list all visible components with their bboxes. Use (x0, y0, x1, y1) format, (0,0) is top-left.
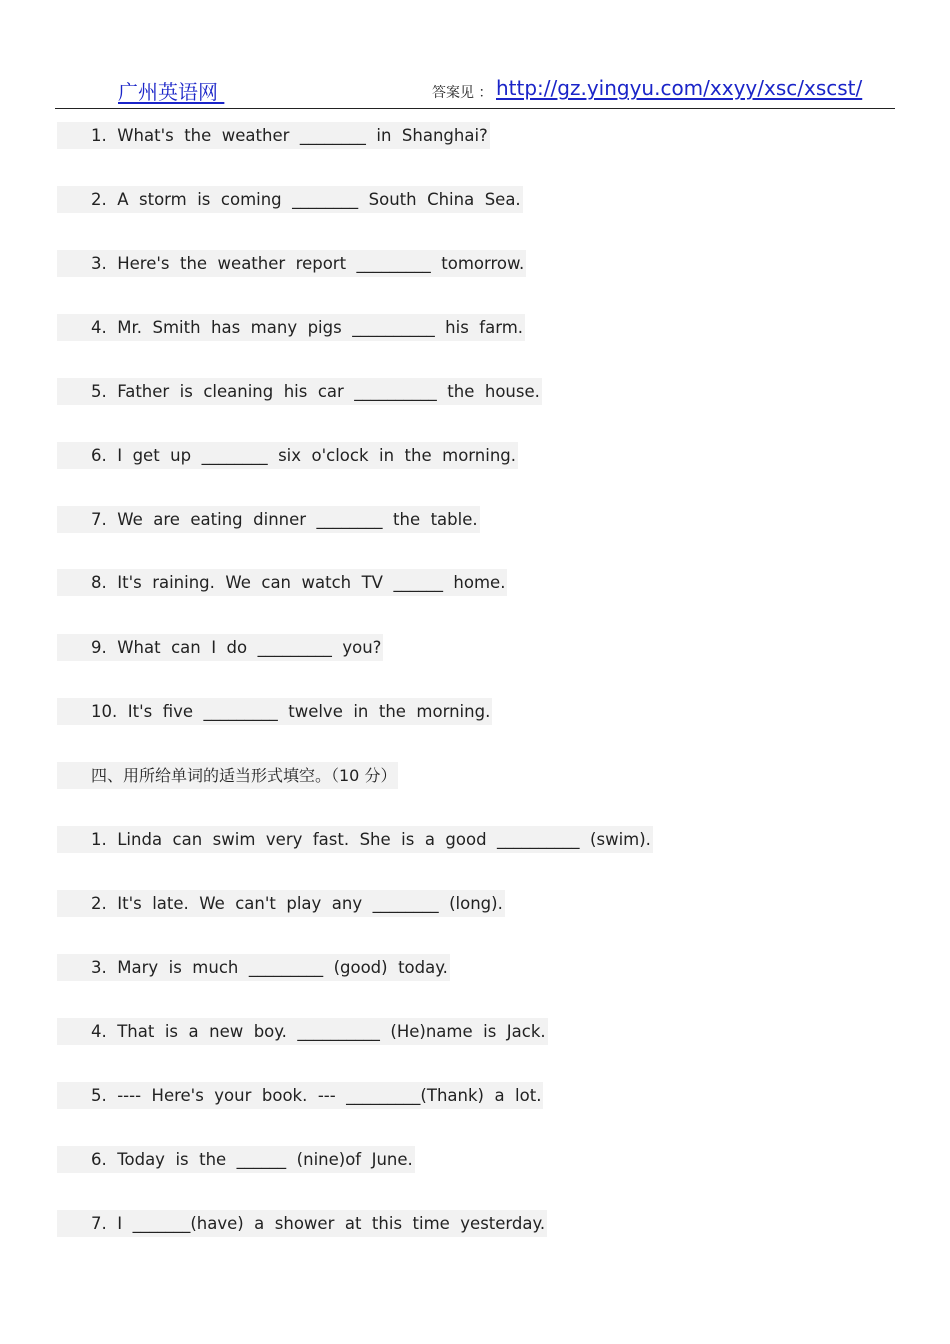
question-line-10: 10. It's five _________ twelve in the morning. (57, 698, 492, 725)
question-line-16: 6. Today is the ______ (nine)of June. (57, 1146, 415, 1173)
header-divider (55, 108, 895, 109)
answer-label: 答案见 ： (432, 85, 493, 101)
site-name-link[interactable]: 广州英语网 (118, 80, 225, 104)
question-line-4: 4. Mr. Smith has many pigs __________ his farm. (57, 314, 525, 341)
question-line-3: 3. Here's the weather report _________ tomorrow. (57, 250, 526, 277)
question-line-2: 2. A storm is coming ________ South China Sea. (57, 186, 523, 213)
page-header (0, 0, 950, 110)
question-line-5: 5. Father is cleaning his car __________ the house. (57, 378, 542, 405)
question-line-8: 8. It's raining. We can watch TV ______ home. (57, 569, 507, 596)
question-line-7: 7. We are eating dinner ________ the table. (57, 506, 480, 533)
question-line-12: 2. It's late. We can't play any ________ (long). (57, 890, 505, 917)
section-heading: 四、用所给单词的适当形式填空。（10 分） (57, 762, 398, 789)
question-line-14: 4. That is a new boy. __________ (He)name is Jack. (57, 1018, 548, 1045)
question-line-11: 1. Linda can swim very fast. She is a good __________ (swim). (57, 826, 653, 853)
question-line-17: 7. I _______(have) a shower at this time yesterday. (57, 1210, 547, 1237)
question-line-13: 3. Mary is much _________ (good) today. (57, 954, 450, 981)
question-line-6: 6. I get up ________ six o'clock in the morning. (57, 442, 518, 469)
answer-url-link[interactable]: http://gz.yingyu.com/xxyy/xsc/xscst/ (496, 76, 863, 100)
question-line-9: 9. What can I do _________ you? (57, 634, 383, 661)
question-line-15: 5. ---- Here's your book. --- _________(Thank) a lot. (57, 1082, 543, 1109)
question-line-1: 1. What's the weather ________ in Shanghai? (57, 122, 490, 149)
